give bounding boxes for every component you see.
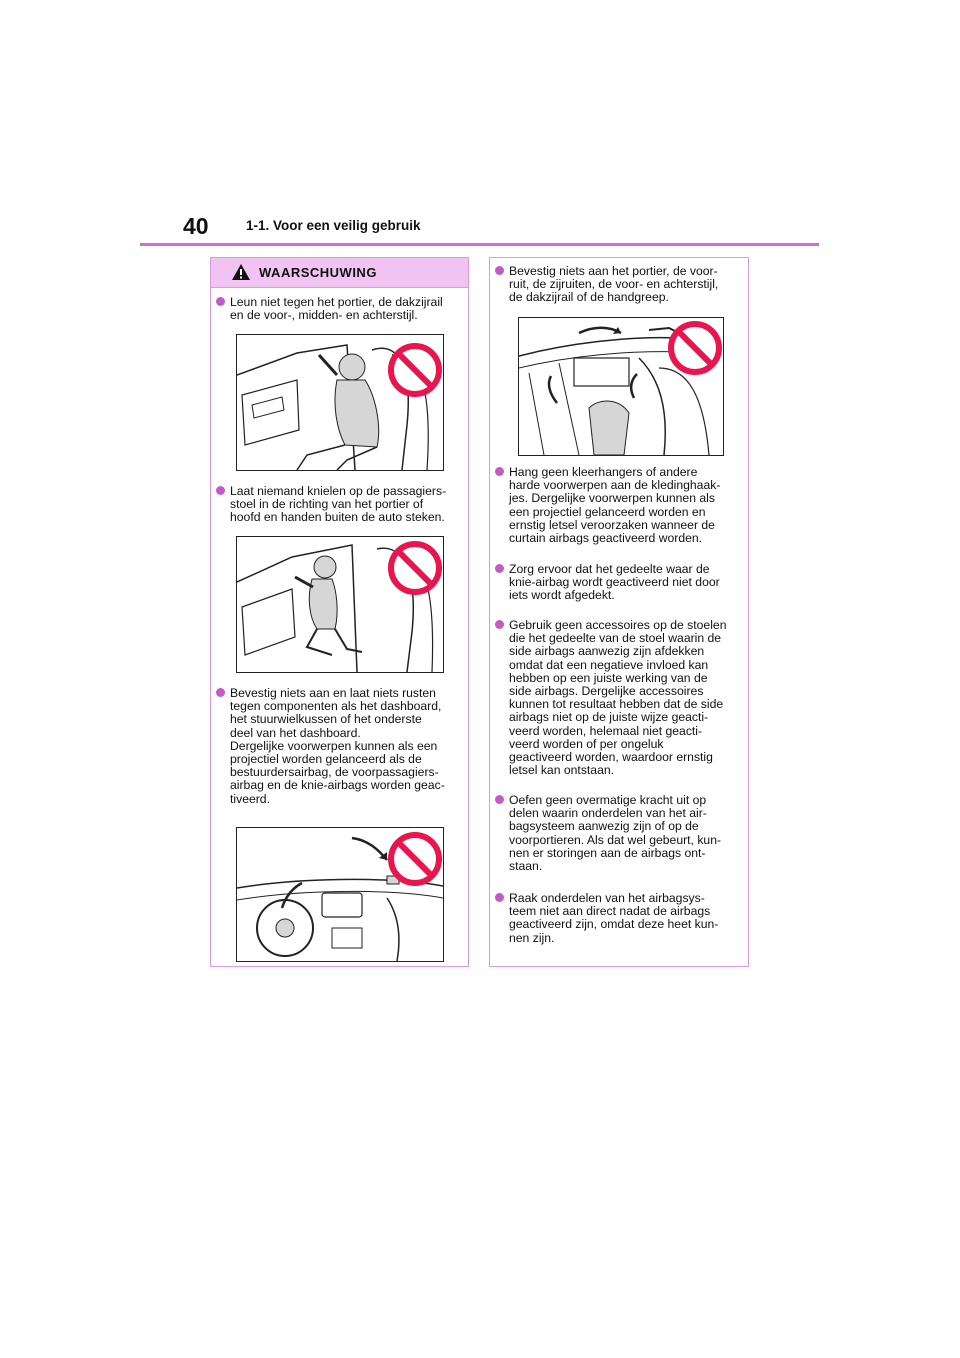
content-panel (489, 257, 749, 967)
page-number: 40 (183, 213, 209, 239)
warning-panel (210, 257, 469, 967)
list-item-text: Laat niemand knielen op de passagiers- stoel in de richting van het portier of hoofd en handen buiten de auto steken. (230, 484, 447, 525)
list-item-text: Oefen geen overmatige kracht uit op delen waarin onderdelen van het air- bagsysteem aanwezig zijn of op de voorportieren. Als dat wel gebeurt, kun- nen er storingen aan de airbags ont- staan. (509, 793, 722, 874)
bullet-icon (216, 486, 225, 495)
illustration-car-interior (518, 317, 724, 456)
list-item-text: Hang geen kleerhangers of andere harde voorwerpen aan de kledinghaak- jes. Dergelijke voorwerpen kunnen als een projectiel gelanceerd worden en ernstig letsel veroorzaken wanneer de curtain airbags geactiveerd worden. (509, 465, 721, 546)
illustration-leaning-door (236, 334, 444, 471)
list-item-text: Zorg ervoor dat het gedeelte waar de knie-airbag wordt geactiveerd niet door iets wordt afgedekt. (509, 562, 720, 603)
prohibition-icon (387, 342, 443, 398)
bullet-icon (495, 620, 504, 629)
list-item-text: Bevestig niets aan het portier, de voor- ruit, de zijruiten, de voor- en achterstijl, de dakzijrail of de handgreep. (509, 264, 719, 305)
list-item-text: Gebruik geen accessoires op de stoelen die het gedeelte van de stoel waarin de side airbags aanwezig zijn afdekken omdat dat een negatieve invloed kan hebben op een juiste werking van de side airbags. Dergelijke accessoires kunnen tot resultaat hebben dat de side airbags niet op de juiste wijze geacti- veerd worden, helemaal niet geacti- veerd worden of per ongeluk geactiveerd worden, waardoor ernstig letsel kan ontstaan. (509, 618, 727, 778)
illustration-kneeling-child (236, 536, 444, 673)
bullet-icon (495, 564, 504, 573)
warning-header (211, 258, 468, 288)
list-item-text: Bevestig niets aan en laat niets rusten tegen componenten als het dashboard, het stuurwielkussen of het onderste deel van het dashboard. Dergelijke voorwerpen kunnen als een projectiel worden gelanceerd als de bestuurdersairbag, de voorpassagiers- airbag en de knie-airbags worden geac- tiveerd. (230, 686, 445, 806)
prohibition-icon (387, 540, 443, 596)
prohibition-icon (387, 831, 443, 887)
list-item-text: Leun niet tegen het portier, de dakzijrail en de voor-, midden- en achterstijl. (230, 295, 443, 323)
warning-title: WAARSCHUWING (259, 265, 377, 280)
bullet-icon (495, 795, 504, 804)
bullet-icon (495, 467, 504, 476)
prohibition-icon (667, 320, 723, 376)
bullet-icon (495, 893, 504, 902)
header-divider (140, 243, 819, 246)
list-item-text: Raak onderdelen van het airbagsys- teem niet aan direct nadat de airbags geactiveerd zijn, omdat deze heet kun- nen zijn. (509, 891, 719, 945)
section-title: 1-1. Voor een veilig gebruik (246, 218, 421, 233)
warning-triangle-icon (231, 263, 251, 281)
bullet-icon (495, 266, 504, 275)
bullet-icon (216, 688, 225, 697)
illustration-dashboard (236, 827, 444, 962)
bullet-icon (216, 297, 225, 306)
